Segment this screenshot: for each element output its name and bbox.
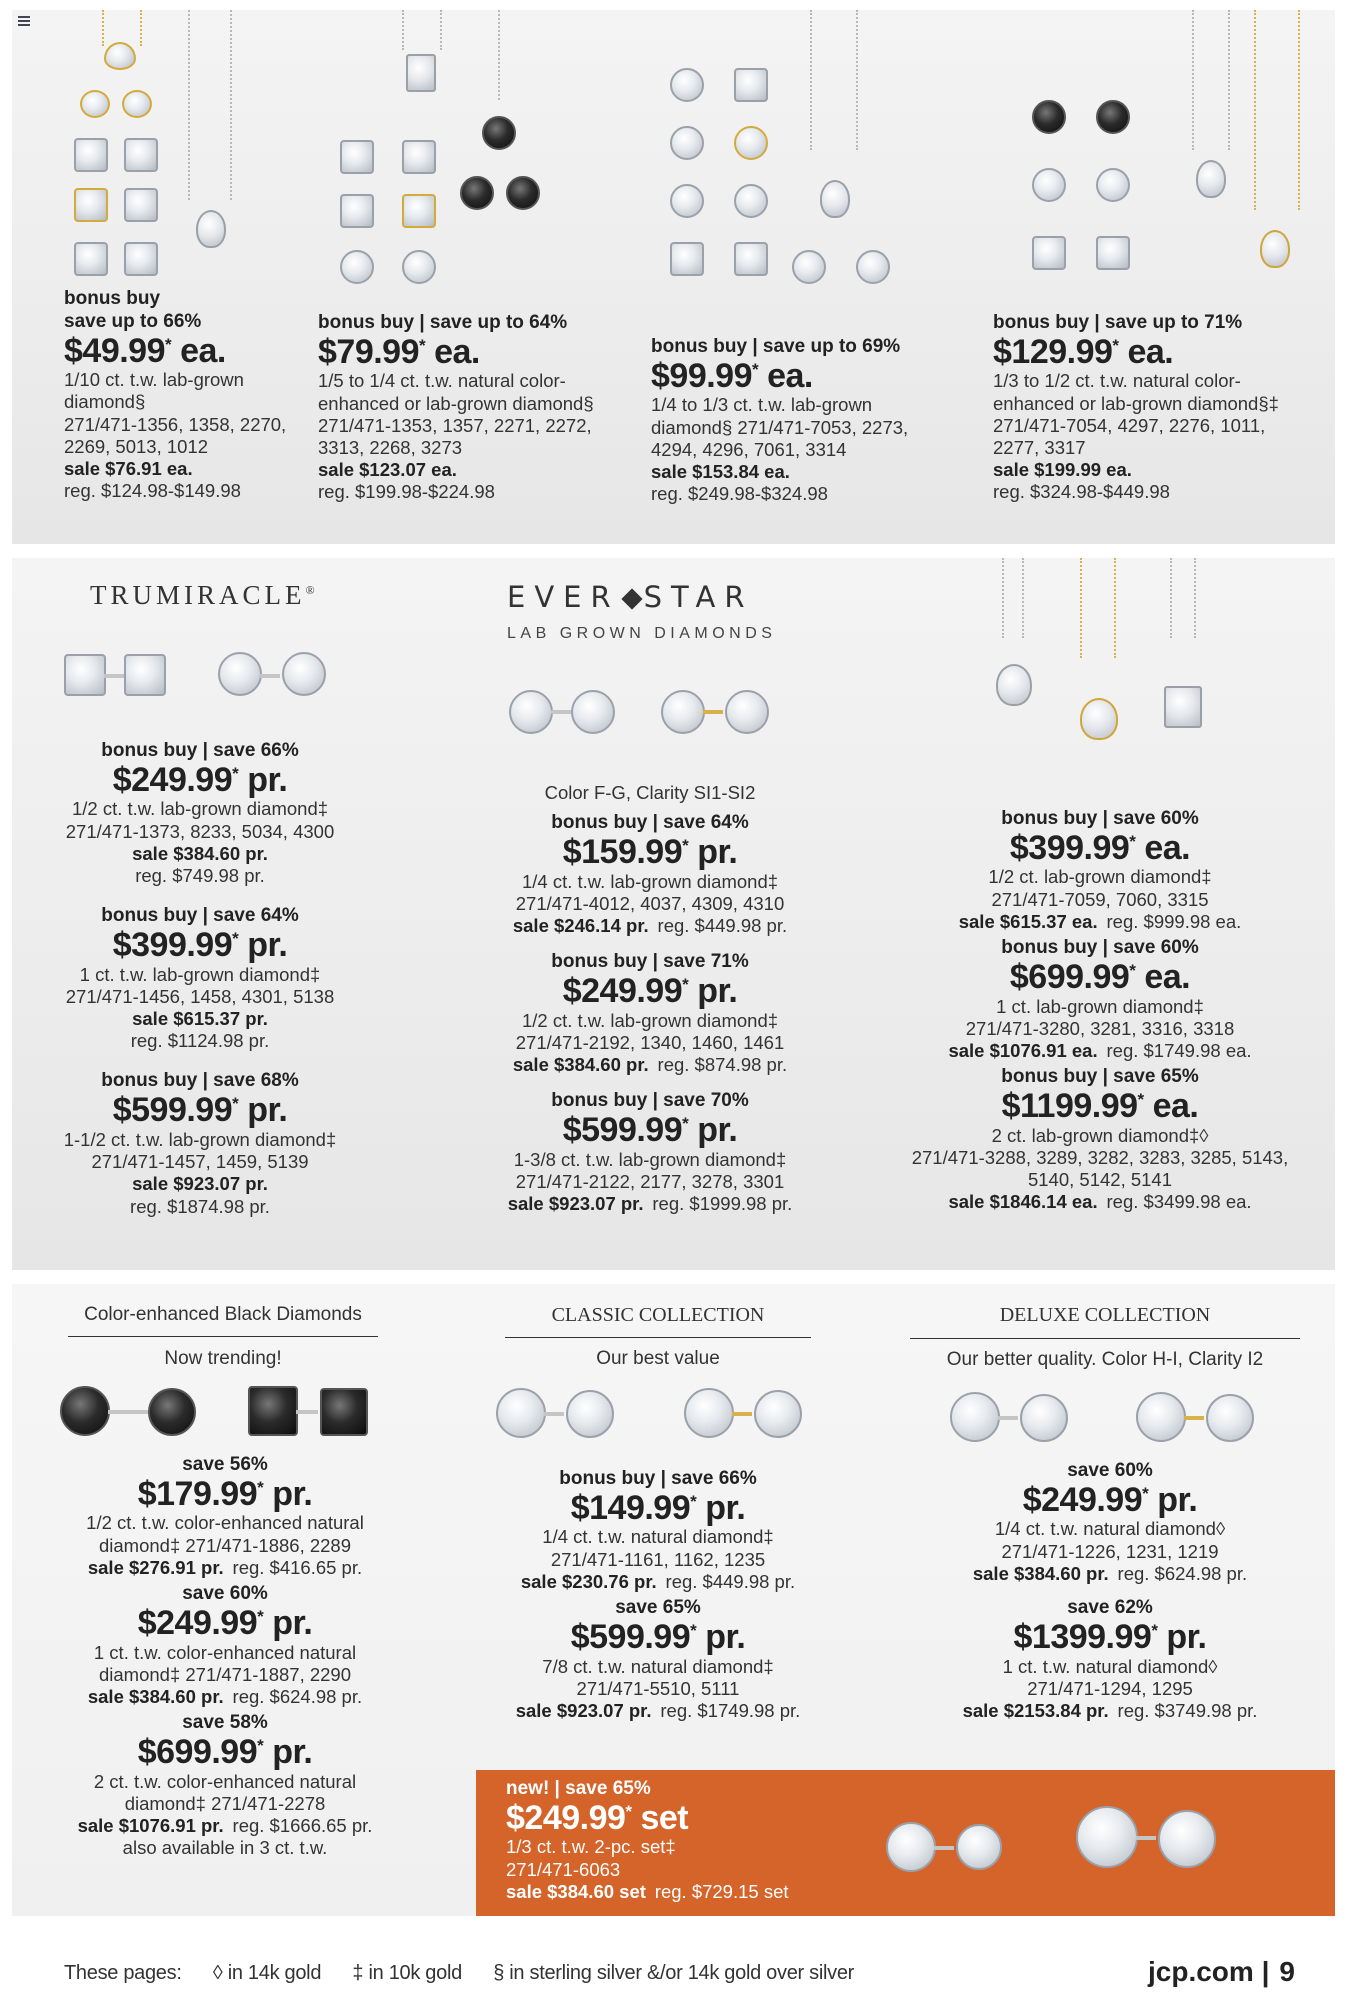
black-earrings-image <box>58 1384 378 1444</box>
deluxe-collection-title: DELUXE COLLECTION <box>999 1304 1211 1326</box>
regular-price: reg. $416.65 pr. <box>232 1556 363 1578</box>
promo-text <box>506 1778 789 1903</box>
item-codes: 271/471-1161, 1162, 1235 <box>550 1548 766 1570</box>
bonus-label: bonus buy | save 66% <box>101 740 299 761</box>
description: 1/2 ct. t.w. lab-grown diamond‡ <box>71 798 329 820</box>
sale-price: sale $123.07 ea. <box>318 459 457 481</box>
bonus-label: save 62% <box>1067 1597 1153 1619</box>
deluxe-products <box>920 1460 1300 1722</box>
promo-price: $249.99* set <box>506 1798 689 1837</box>
regular-price: reg. $449.98 pr. <box>657 915 788 937</box>
description: 1 ct. t.w. lab-grown diamond‡ <box>79 963 321 985</box>
sale-price: sale $923.07 pr. <box>507 1193 644 1215</box>
deluxe-collection-subtitle: Our better quality. Color H-I, Clarity I2 <box>910 1338 1300 1371</box>
regular-price: reg. $449.98 pr. <box>665 1570 796 1592</box>
everstar-tagline: LAB GROWN DIAMONDS <box>507 625 777 642</box>
price: $599.99* pr. <box>562 1111 738 1150</box>
description: 2 ct. t.w. color-enhanced natural diamond‡ 271/471-2278 <box>93 1770 357 1814</box>
bonus-label: bonus buy | save 64% <box>551 812 749 834</box>
regular-price: reg. $1999.98 pr. <box>652 1193 793 1215</box>
item-codes: 271/471-1226, 1231, 1219 <box>1001 1540 1219 1562</box>
bonus-label: bonus buy | save 60% <box>1001 808 1199 829</box>
bonus-label: bonus buy | save 68% <box>101 1070 299 1092</box>
item-codes: 271/471-2192, 1340, 1460, 1461 <box>515 1031 785 1053</box>
price: $599.99* pr. <box>570 1617 746 1656</box>
price: $129.99* ea. <box>993 332 1174 371</box>
pendant-image <box>980 558 1260 758</box>
legend-14k: ◊ in 14k gold <box>212 1962 322 1984</box>
promo-regular-price: reg. $729.15 set <box>654 1880 789 1902</box>
product-black-1 <box>45 1454 405 1579</box>
price: $249.99* pr. <box>112 760 288 799</box>
item-codes: 271/471-5510, 5111 <box>576 1677 740 1699</box>
description: 1-1/2 ct. t.w. lab-grown diamond‡ <box>63 1128 337 1150</box>
product-trumiracle-3 <box>50 1070 350 1217</box>
sale-price: sale $1846.14 ea. <box>948 1191 1098 1213</box>
bonus-label: bonus buy | save 65% <box>1001 1066 1199 1088</box>
promo-codes: 271/471-6063 <box>506 1858 621 1880</box>
product-image-2 <box>330 10 560 290</box>
trumiracle-earrings-image <box>60 648 360 708</box>
regular-price: reg. $1874.98 pr. <box>130 1195 270 1217</box>
sale-price: sale $384.60 pr. <box>87 1685 224 1707</box>
everstar-products <box>480 782 820 1215</box>
legend-label: These pages: <box>64 1962 182 1984</box>
savings-label: save up to 66% <box>64 310 202 332</box>
site-url[interactable]: jcp.com | 9 <box>1147 1956 1295 1987</box>
promo-description: 1/3 ct. t.w. 2-pc. set‡ <box>506 1836 676 1858</box>
black-diamonds-subtitle: Now trending! <box>164 1348 282 1369</box>
bonus-label: save 58% <box>182 1712 268 1734</box>
regular-price: reg. $624.98 pr. <box>232 1685 363 1707</box>
item-codes: 271/471-3280, 3281, 3316, 3318 <box>965 1017 1235 1039</box>
price: $79.99* ea. <box>318 332 480 371</box>
sale-price: sale $384.60 pr. <box>972 1562 1109 1584</box>
sale-price: sale $153.84 ea. <box>651 461 790 483</box>
sale-price: sale $384.60 pr. <box>132 842 268 864</box>
promo-banner <box>476 1770 1335 1916</box>
sale-price: sale $615.37 ea. <box>958 910 1098 932</box>
price: $249.99* pr. <box>1022 1480 1198 1519</box>
item-codes: 271/471-3288, 3289, 3282, 3283, 3285, 5143, 5140, 5142, 5141 <box>911 1146 1289 1190</box>
classic-products <box>470 1468 846 1722</box>
regular-price: reg. $3499.98 ea. <box>1106 1191 1252 1213</box>
item-codes: 271/471-1373, 8233, 5034, 4300 <box>65 820 335 842</box>
description: 1-3/8 ct. t.w. lab-grown diamond‡ <box>513 1148 787 1170</box>
product-image-1 <box>60 10 290 290</box>
bonus-label: save 56% <box>182 1454 268 1475</box>
description: 1 ct. t.w. color-enhanced natural diamond‡ 271/471-1887, 2290 <box>93 1641 357 1685</box>
menu-icon[interactable] <box>18 16 30 26</box>
price: $1199.99* ea. <box>1001 1086 1199 1125</box>
regular-price: reg. $324.98-$449.98 <box>993 481 1170 503</box>
item-codes: 271/471-1457, 1459, 5139 <box>91 1151 309 1173</box>
description: 2 ct. lab-grown diamond‡◊ <box>991 1124 1209 1146</box>
promo-earrings-image <box>886 1800 1316 1890</box>
description: 1/2 ct. t.w. color-enhanced natural diamond‡ 271/471-1886, 2289 <box>86 1512 364 1556</box>
price: $249.99* pr. <box>137 1603 313 1642</box>
description: 1/4 ct. t.w. lab-grown diamond‡ <box>521 870 779 892</box>
availability-note: also available in 3 ct. t.w. <box>122 1837 328 1859</box>
regular-price: reg. $999.98 ea. <box>1106 910 1242 932</box>
item-codes: 271/471-7059, 7060, 3315 <box>991 888 1209 910</box>
item-codes: 271/471-4012, 4037, 4309, 4310 <box>515 892 785 914</box>
regular-price: reg. $1749.98 ea. <box>1106 1039 1252 1061</box>
price: $159.99* pr. <box>562 832 738 871</box>
everstar-note: Color F-G, Clarity SI1-SI2 <box>544 782 756 803</box>
regular-price: reg. $199.98-$224.98 <box>318 481 495 503</box>
description: 1/5 to 1/4 ct. t.w. natural color-enhanced or lab-grown diamond§ 271/471-1353, 1357, 2271, 2272, 3313, 2268, 3273 <box>318 370 594 459</box>
description: 1 ct. t.w. natural diamond◊ <box>1002 1655 1218 1677</box>
bonus-label: bonus buy | save 71% <box>551 951 749 973</box>
black-diamond-products <box>45 1454 405 1859</box>
product-pendant-3 <box>905 1066 1295 1213</box>
item-codes: 271/471-1356, 1358, 2270, 2269, 5013, 1012 <box>64 413 287 457</box>
regular-price: reg. $749.98 pr. <box>135 865 265 887</box>
regular-price: reg. $874.98 pr. <box>657 1054 788 1076</box>
bonus-label: bonus buy | save 70% <box>551 1090 749 1112</box>
diamond-icon <box>621 588 642 609</box>
sale-price: sale $230.76 pr. <box>520 1570 657 1592</box>
regular-price: reg. $1666.65 pr. <box>232 1814 373 1836</box>
product-image-4 <box>1020 10 1310 290</box>
price: $599.99* pr. <box>112 1091 288 1130</box>
regular-price: reg. $124.98-$149.98 <box>64 480 241 502</box>
footer-legend <box>64 1962 880 1985</box>
black-diamonds-title: Color-enhanced Black Diamonds <box>68 1304 378 1337</box>
sale-price: sale $384.60 pr. <box>512 1054 649 1076</box>
description: 1/4 ct. t.w. natural diamond‡ <box>542 1526 774 1548</box>
item-codes: 271/471-1294, 1295 <box>1027 1677 1193 1699</box>
description: 1/4 ct. t.w. natural diamond◊ <box>994 1518 1226 1540</box>
description: 7/8 ct. t.w. natural diamond‡ <box>542 1655 774 1677</box>
sale-price: sale $923.07 pr. <box>515 1699 652 1721</box>
product-everstar-3 <box>480 1090 820 1215</box>
classic-collection-title: CLASSIC COLLECTION <box>505 1304 811 1338</box>
product-trumiracle-1 <box>50 740 350 887</box>
product-1 <box>64 288 304 502</box>
bonus-label: bonus buy <box>64 288 161 309</box>
everstar-logo: EVER STAR <box>507 580 754 614</box>
price: $699.99* ea. <box>1009 957 1191 996</box>
product-pendant-1 <box>905 808 1295 933</box>
trumiracle-logo: TRUMIRACLE® <box>90 580 315 610</box>
product-deluxe-1 <box>920 1460 1300 1585</box>
price: $149.99* pr. <box>570 1488 746 1527</box>
product-black-3 <box>45 1712 405 1859</box>
product-4 <box>993 312 1293 504</box>
everstar-earrings-image <box>505 686 805 746</box>
sale-price: sale $1076.91 ea. <box>948 1039 1098 1061</box>
price: $249.99* pr. <box>562 972 738 1011</box>
classic-collection-subtitle: Our best value <box>596 1348 720 1369</box>
product-deluxe-2 <box>920 1597 1300 1722</box>
description: 1/10 ct. t.w. lab-grown diamond§ <box>64 369 244 413</box>
product-pendant-2 <box>905 937 1295 1062</box>
price: $49.99* ea. <box>64 331 226 370</box>
bonus-label: bonus buy | save up to 71% <box>993 312 1243 333</box>
price: $699.99* pr. <box>137 1732 313 1771</box>
product-trumiracle-2 <box>50 905 350 1052</box>
sale-price: sale $923.07 pr. <box>132 1173 268 1195</box>
product-black-2 <box>45 1583 405 1708</box>
regular-price: reg. $1124.98 pr. <box>130 1030 270 1052</box>
description: 1/3 to 1/2 ct. t.w. natural color-enhanced or lab-grown diamond§‡ 271/471-7054, 4297, 2276, 1011, 2277, 3317 <box>993 370 1279 459</box>
sale-price: sale $199.99 ea. <box>993 459 1132 481</box>
bonus-label: bonus buy | save 64% <box>101 905 299 927</box>
sale-price: sale $1076.91 pr. <box>77 1814 224 1836</box>
product-classic-1 <box>470 1468 846 1593</box>
regular-price: reg. $249.98-$324.98 <box>651 483 828 505</box>
bonus-label: save 60% <box>1067 1460 1153 1481</box>
promo-sale-price: sale $384.60 set <box>506 1880 646 1902</box>
classic-earrings-image <box>494 1386 824 1446</box>
description: 1/4 to 1/3 ct. t.w. lab-grown diamond§ 271/471-7053, 2273, 4294, 4296, 7061, 3314 <box>651 394 909 460</box>
product-3 <box>651 336 951 505</box>
product-image-3 <box>660 10 930 290</box>
price: $399.99* ea. <box>1009 828 1191 867</box>
price: $399.99* pr. <box>112 926 288 965</box>
regular-price: reg. $3749.98 pr. <box>1117 1699 1258 1721</box>
sale-price: sale $2153.84 pr. <box>962 1699 1109 1721</box>
trumiracle-products <box>50 740 350 1218</box>
item-codes: 271/471-1456, 1458, 4301, 5138 <box>65 985 335 1007</box>
legend-10k: ‡ in 10k gold <box>352 1962 462 1984</box>
deluxe-earrings-image <box>948 1390 1278 1450</box>
promo-label: new! | save 65% <box>506 1778 651 1799</box>
sale-price: sale $615.37 pr. <box>132 1008 268 1030</box>
legend-silver: § in sterling silver &/or 14k gold over silver <box>493 1962 855 1984</box>
bonus-label: save 65% <box>615 1597 701 1619</box>
price: $179.99* pr. <box>137 1474 313 1513</box>
bonus-label: bonus buy | save 60% <box>1001 937 1199 959</box>
price: $99.99* ea. <box>651 356 813 395</box>
sale-price: sale $76.91 ea. <box>64 458 193 480</box>
regular-price: reg. $1749.98 pr. <box>660 1699 801 1721</box>
bonus-label: bonus buy | save up to 69% <box>651 336 901 357</box>
product-everstar-1 <box>480 812 820 937</box>
bonus-label: save 60% <box>182 1583 268 1605</box>
sale-price: sale $276.91 pr. <box>87 1556 224 1578</box>
product-everstar-2 <box>480 951 820 1076</box>
price: $1399.99* pr. <box>1013 1617 1207 1656</box>
description: 1 ct. lab-grown diamond‡ <box>996 995 1204 1017</box>
regular-price: reg. $624.98 pr. <box>1117 1562 1248 1584</box>
description: 1/2 ct. t.w. lab-grown diamond‡ <box>521 1009 779 1031</box>
bonus-label: bonus buy | save 66% <box>559 1468 757 1489</box>
product-classic-2 <box>470 1597 846 1722</box>
sale-price: sale $246.14 pr. <box>512 915 649 937</box>
page-number: 9 <box>1279 1956 1295 1987</box>
pendant-products <box>905 808 1295 1213</box>
item-codes: 271/471-2122, 2177, 3278, 3301 <box>515 1170 785 1192</box>
description: 1/2 ct. lab-grown diamond‡ <box>988 866 1212 888</box>
bonus-label: bonus buy | save up to 64% <box>318 312 568 333</box>
product-2 <box>318 312 618 504</box>
